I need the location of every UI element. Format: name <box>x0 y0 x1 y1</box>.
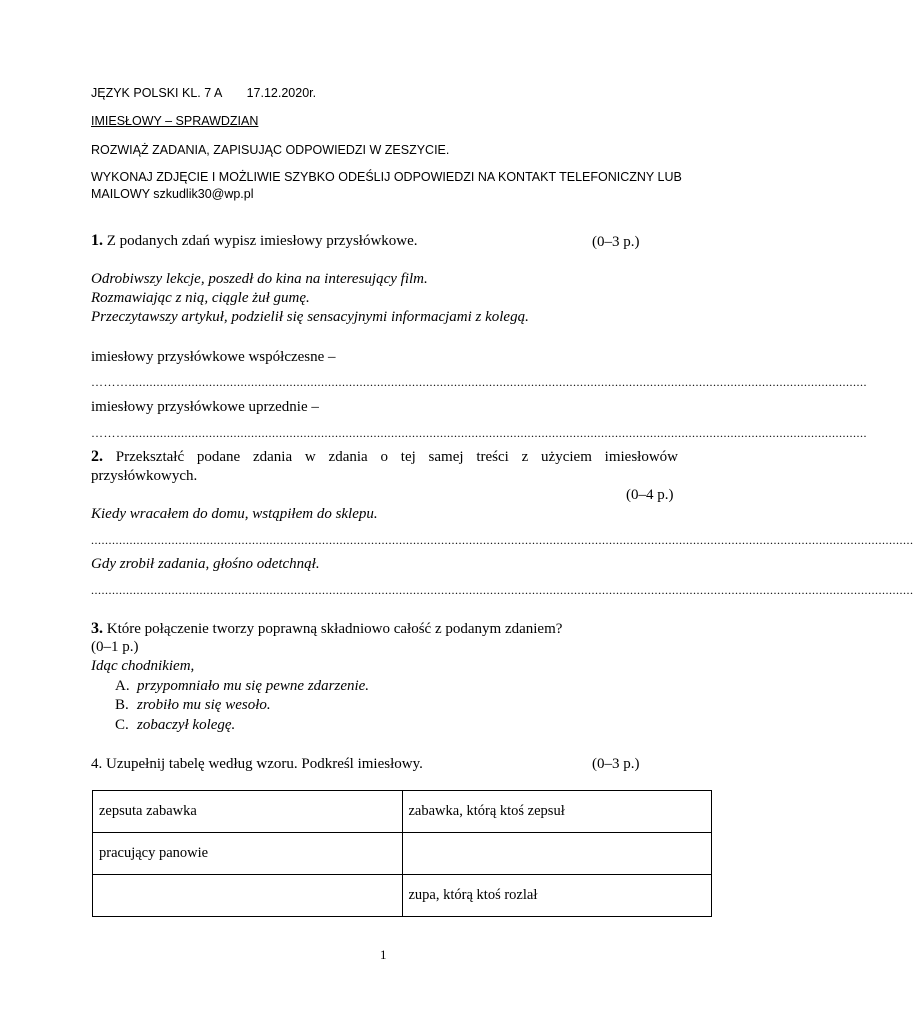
option-text: zrobiło mu się wesoło. <box>137 697 271 713</box>
task1-answer-line-2: ………................................................................................................................................................................................................................... <box>91 426 867 440</box>
task2-text-1: Przekształć podane zdania w zdania o tej samej treści z użyciem imiesłowów <box>115 449 678 465</box>
option-text: zobaczył kolegę. <box>137 717 236 733</box>
task2-sentence-2: Gdy zrobił zadania, głośno odetchnął. <box>91 556 320 572</box>
task1-text: Z podanych zdań wypisz imiesłowy przysłówkowe. <box>106 233 418 249</box>
task1-number: 1. <box>91 232 103 249</box>
task1-label-prior: imiesłowy przysłówkowe uprzednie – <box>91 399 319 415</box>
table-row <box>93 833 712 875</box>
task1-label-current: imiesłowy przysłówkowe współczesne – <box>91 349 336 365</box>
task2-answer-line-2: ........................................................................................................................................................................................................................................... <box>91 583 914 597</box>
task2-number: 2. <box>91 448 103 465</box>
table-cell: zupa, którą ktoś rozlał <box>402 875 712 917</box>
table-row <box>93 791 712 833</box>
task1-heading <box>91 232 418 250</box>
task4-heading: 4. Uzupełnij tabelę według wzoru. Podkreśl imiesłowy. <box>91 756 423 772</box>
table-cell <box>402 833 712 875</box>
task3-number: 3. <box>91 620 103 637</box>
task2-points: (0–4 p.) <box>626 487 674 503</box>
task3-points: (0–1 p.) <box>91 639 139 655</box>
option-text: przypomniało mu się pewne zdarzenie. <box>137 678 370 694</box>
topic-title: IMIESŁOWY – SPRAWDZIAN <box>91 114 259 128</box>
instruction-2-line-1: WYKONAJ ZDJĘCIE I MOŻLIWIE SZYBKO ODEŚLIJ ODPOWIEDZI NA KONTAKT TELEFONICZNY LUB <box>91 170 682 184</box>
task3-stem: Idąc chodnikiem, <box>91 658 195 674</box>
task2-sentence-1: Kiedy wracałem do domu, wstąpiłem do sklepu. <box>91 506 378 522</box>
task3-text: Które połączenie tworzy poprawną składniowo całość z podanym zdaniem? <box>106 621 563 637</box>
task3-option-a <box>115 678 369 695</box>
instruction-2-line-2: MAILOWY szkudlik30@wp.pl <box>91 187 254 201</box>
task1-points: (0–3 p.) <box>592 234 640 250</box>
subject: JĘZYK POLSKI KL. 7 A <box>91 86 222 100</box>
task1-sentence-2: Rozmawiając z nią, ciągle żuł gumę. <box>91 290 310 306</box>
table-cell: zepsuta zabawka <box>93 791 403 833</box>
task2-answer-line-1: ........................................................................................................................................................................................................................................... <box>91 533 914 547</box>
header-subject-line <box>91 86 316 100</box>
task3-option-b <box>115 697 271 714</box>
option-letter: C. <box>115 717 129 733</box>
task1-sentence-3: Przeczytawszy artykuł, podzielił się sensacyjnymi informacjami z kolegą. <box>91 309 529 325</box>
instruction-1: ROZWIĄŻ ZADANIA, ZAPISUJĄC ODPOWIEDZI W ZESZYCIE. <box>91 143 450 157</box>
option-letter: A. <box>115 678 130 694</box>
task1-sentence-1: Odrobiwszy lekcje, poszedł do kina na interesujący film. <box>91 271 428 287</box>
table-cell: zabawka, którą ktoś zepsuł <box>402 791 712 833</box>
table-row <box>93 875 712 917</box>
task3-option-c <box>115 717 235 734</box>
task3-heading <box>91 620 562 638</box>
page-number: 1 <box>380 947 387 962</box>
task2-heading-line-2: przysłówkowych. <box>91 468 198 484</box>
table-cell <box>93 875 403 917</box>
date: 17.12.2020r. <box>246 86 317 100</box>
task4-table <box>92 790 712 917</box>
task1-answer-line-1: ………................................................................................................................................................................................................................... <box>91 375 867 389</box>
option-letter: B. <box>115 697 129 713</box>
task4-points: (0–3 p.) <box>592 756 640 772</box>
table-cell: pracujący panowie <box>93 833 403 875</box>
task2-heading-line-1 <box>91 448 678 466</box>
